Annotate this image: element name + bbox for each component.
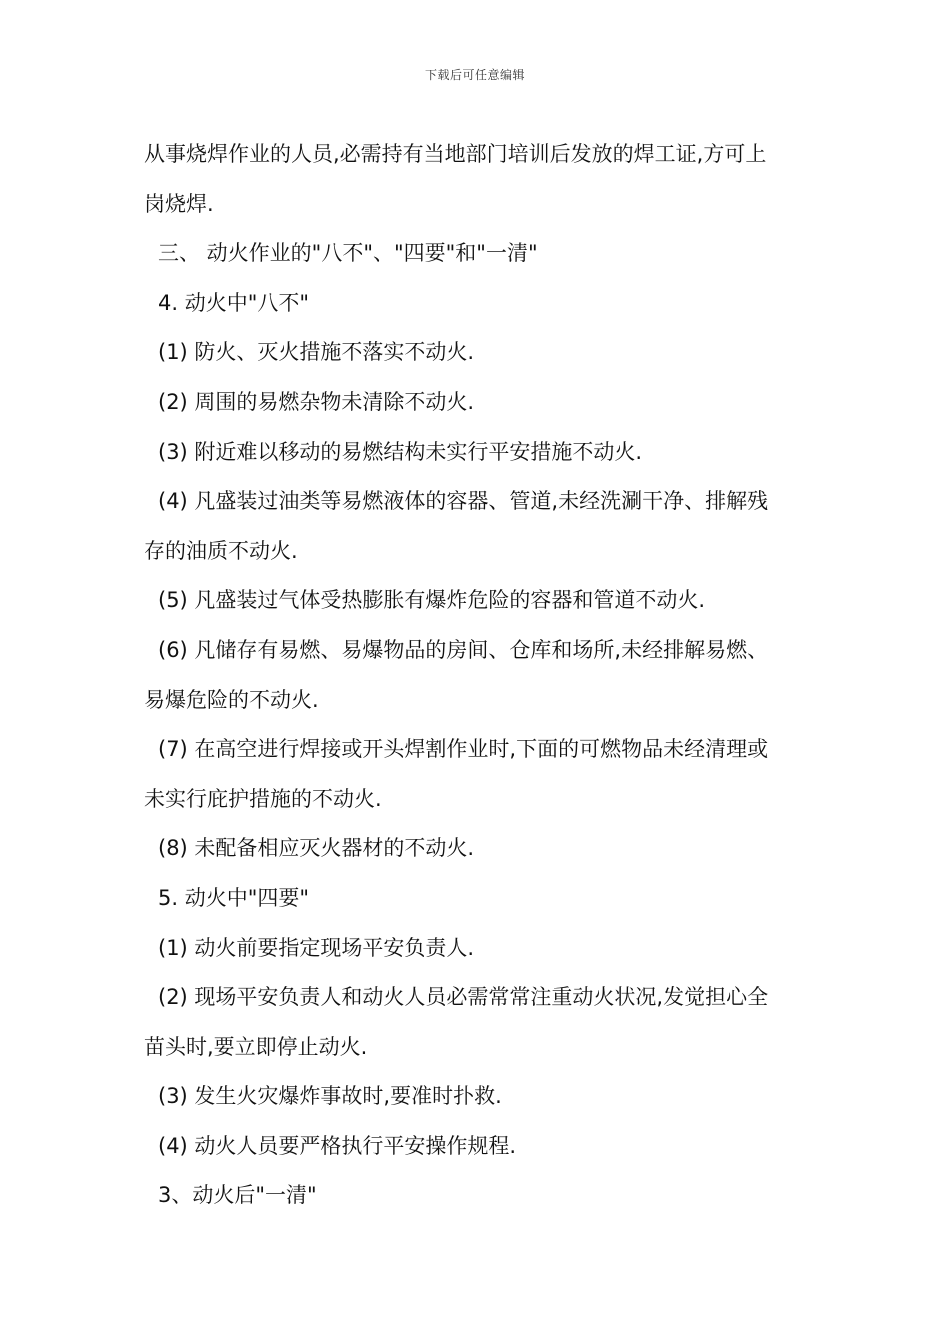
list-item: (4) 凡盛装过油类等易燃液体的容器、管道,未经洗涮干净、排解残 [158,489,769,514]
list-item-continuation: 存的油质不动火. [144,538,298,563]
section-heading: 三、 动火作业的"八不"、"四要"和"一清" [158,241,538,266]
list-item: (1) 防火、灭火措施不落实不动火. [158,340,475,365]
list-item: (1) 动火前要指定现场平安负责人. [158,935,475,960]
list-item: (3) 发生火灾爆炸事故时,要准时扑救. [158,1084,502,1109]
list-item-continuation: 易爆危险的不动火. [144,687,319,712]
list-item: (4) 动火人员要严格执行平安操作规程. [158,1133,517,1158]
page-header: 下载后可任意编辑 [424,68,525,82]
list-item-continuation: 苗头时,要立即停止动火. [144,1034,368,1059]
list-item: (5) 凡盛装过气体受热膨胀有爆炸危险的容器和管道不动火. [158,588,706,613]
subsection-heading: 5. 动火中"四要" [158,885,310,910]
list-item: (3) 附近难以移动的易燃结构未实行平安措施不动火. [158,439,643,464]
list-item-continuation: 未实行庇护措施的不动火. [144,786,382,811]
subsection-heading: 4. 动火中"八不" [158,290,310,315]
paragraph-line: 岗烧焊. [144,191,214,216]
list-item: (8) 未配备相应灭火器材的不动火. [158,836,475,861]
list-item: (2) 周围的易燃杂物未清除不动火. [158,389,475,414]
list-item: (2) 现场平安负责人和动火人员必需常常注重动火状况,发觉担心全 [158,985,769,1010]
list-item: (6) 凡储存有易燃、易爆物品的房间、仓库和场所,未经排解易燃、 [158,637,769,662]
subsection-heading: 3、动火后"一清" [158,1183,317,1208]
list-item: (7) 在高空进行焊接或开头焊割作业时,下面的可燃物品未经清理或 [158,737,769,762]
document-body [144,130,812,1221]
paragraph-line: 从事烧焊作业的人员,必需持有当地部门培训后发放的焊工证,方可上 [144,142,767,166]
